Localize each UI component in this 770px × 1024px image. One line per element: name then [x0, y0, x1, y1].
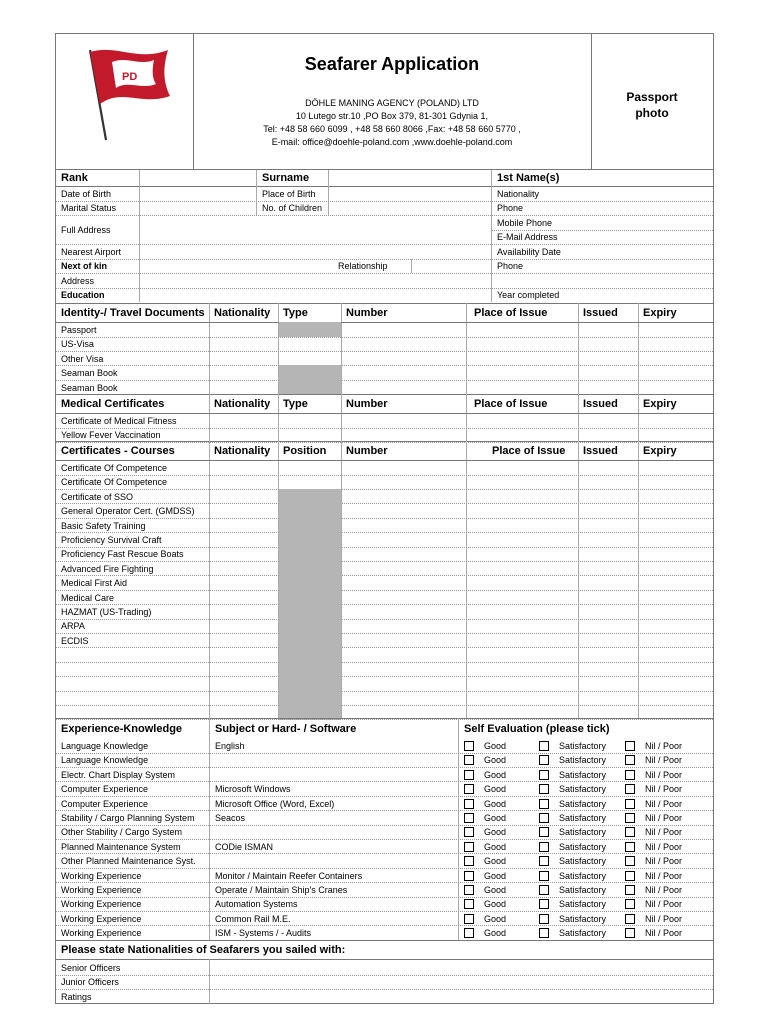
- tick-option-label: Good: [484, 870, 507, 881]
- nationalities-row-label: Junior Officers: [61, 977, 119, 988]
- next-of-kin-label: Next of kin: [61, 261, 108, 271]
- identity-header-6: Expiry: [643, 307, 677, 319]
- tick-checkbox[interactable]: [625, 856, 635, 866]
- experience-row-subject: CODie ISMAN: [215, 841, 274, 852]
- experience-row-subject: English: [215, 741, 245, 751]
- row-divider: [56, 590, 713, 591]
- row-divider: [56, 959, 713, 960]
- experience-row-label: Electr. Chart Display System: [61, 769, 176, 780]
- medical-header-2: Type: [283, 398, 308, 410]
- identity-row: Other Visa: [61, 353, 104, 364]
- tick-option-label: Nil / Poor: [645, 899, 683, 910]
- tick-checkbox[interactable]: [464, 799, 474, 809]
- row-divider: [56, 882, 713, 883]
- nationality-label: Nationality: [497, 189, 540, 199]
- column-divider: [209, 959, 210, 1004]
- tick-checkbox[interactable]: [464, 770, 474, 780]
- experience-row-label: Working Experience: [61, 899, 142, 910]
- experience-row-label: Language Knowledge: [61, 741, 149, 751]
- tick-option-label: Satisfactory: [559, 928, 607, 939]
- row-divider: [56, 351, 713, 352]
- row-divider: [56, 647, 713, 648]
- identity-header-4: Place of Issue: [474, 307, 548, 319]
- company-flag-logo: [82, 44, 174, 144]
- cert-row: ARPA: [61, 621, 85, 632]
- experience-row-label: Working Experience: [61, 885, 142, 895]
- experience-row-subject: Microsoft Office (Word, Excel): [215, 798, 335, 809]
- availability-date-label: Availability Date: [497, 247, 561, 257]
- form-title: Seafarer Application: [304, 54, 480, 74]
- experience-row-label: Stability / Cargo Planning System: [61, 813, 195, 823]
- experience-row-subject: ISM - Systems / - Audits: [215, 928, 312, 939]
- row-divider: [56, 518, 713, 519]
- tick-option-label: Good: [484, 841, 507, 852]
- tick-option-label: Good: [484, 899, 507, 910]
- experience-row-subject: Microsoft Windows: [215, 784, 291, 795]
- tick-option-label: Satisfactory: [559, 856, 607, 867]
- tick-checkbox[interactable]: [539, 770, 549, 780]
- experience-row-label: Language Knowledge: [61, 755, 149, 766]
- medical-header-3: Number: [346, 398, 388, 410]
- shaded-cell: [279, 676, 341, 691]
- nationalities-input[interactable]: [212, 961, 708, 974]
- tick-option-label: Good: [484, 856, 507, 867]
- row-divider: [56, 244, 713, 245]
- tick-option-label: Good: [484, 798, 507, 809]
- medical-header-6: Expiry: [643, 398, 677, 410]
- identity-header-5: Issued: [583, 307, 618, 319]
- experience-row-subject: Monitor / Maintain Reefer Containers: [215, 870, 363, 881]
- medical-header-1: Nationality: [214, 398, 271, 410]
- shaded-cell: [279, 604, 341, 619]
- experience-row-label: Other Planned Maintenance Syst.: [61, 856, 196, 867]
- cert-row: Basic Safety Training: [61, 520, 146, 531]
- identity-header-1: Nationality: [214, 307, 271, 319]
- row-divider: [56, 662, 713, 663]
- tick-option-label: Good: [484, 827, 507, 838]
- medical-header-4: Place of Issue: [474, 398, 548, 410]
- cert-row: Certificate of SSO: [61, 491, 134, 502]
- tick-option-label: Nil / Poor: [645, 741, 683, 751]
- row-divider: [56, 781, 713, 782]
- shaded-cell: [279, 532, 341, 547]
- tick-checkbox[interactable]: [539, 856, 549, 866]
- company-email: E-mail: office@doehle-poland.com ,www.doehle-poland.com: [271, 137, 513, 147]
- phone-kin-label: Phone: [497, 261, 524, 271]
- shaded-cell: [279, 546, 341, 561]
- tick-option-label: Nil / Poor: [645, 870, 683, 881]
- tick-option-label: Satisfactory: [559, 841, 607, 852]
- row-divider: [56, 215, 713, 216]
- tick-option-label: Nil / Poor: [645, 913, 683, 924]
- nationalities-row-label: Senior Officers: [61, 963, 121, 973]
- marital-status-label: Marital Status: [61, 203, 117, 213]
- column-divider: [341, 394, 342, 442]
- cert-header-1: Nationality: [214, 445, 271, 457]
- tick-option-label: Nil / Poor: [645, 769, 683, 780]
- cert-row: HAZMAT (US-Trading): [61, 607, 152, 617]
- tick-checkbox[interactable]: [539, 885, 549, 895]
- column-divider: [638, 441, 639, 719]
- row-divider: [56, 337, 713, 338]
- identity-row: Seaman Book: [61, 382, 118, 393]
- row-divider: [56, 705, 713, 706]
- tick-checkbox[interactable]: [625, 755, 635, 765]
- row-divider: [56, 575, 713, 576]
- surname-label: Surname: [262, 172, 310, 184]
- tick-option-label: Satisfactory: [559, 741, 607, 751]
- cert-header-4: Place of Issue: [492, 445, 566, 457]
- tick-option-label: Satisfactory: [559, 813, 607, 823]
- tick-checkbox[interactable]: [625, 885, 635, 895]
- tick-option-label: Good: [484, 784, 507, 795]
- column-divider: [341, 441, 342, 719]
- tick-checkbox[interactable]: [539, 842, 549, 852]
- tick-checkbox[interactable]: [539, 755, 549, 765]
- column-divider: [578, 441, 579, 719]
- row-divider: [56, 394, 713, 395]
- tick-checkbox[interactable]: [625, 784, 635, 794]
- tick-checkbox[interactable]: [464, 914, 474, 924]
- cert-row: General Operator Cert. (GMDSS): [61, 506, 195, 517]
- row-divider: [56, 441, 713, 442]
- row-divider: [56, 619, 713, 620]
- mobile-phone-label: Mobile Phone: [497, 218, 553, 228]
- tick-checkbox[interactable]: [464, 885, 474, 895]
- shaded-cell: [279, 575, 341, 590]
- cert-row: Proficiency Fast Rescue Boats: [61, 549, 184, 560]
- tick-option-label: Nil / Poor: [645, 856, 683, 867]
- tick-checkbox[interactable]: [464, 741, 474, 751]
- tick-checkbox[interactable]: [539, 741, 549, 751]
- row-divider: [56, 288, 713, 289]
- tick-checkbox[interactable]: [625, 871, 635, 881]
- column-divider: [139, 170, 140, 302]
- nationalities-input[interactable]: [212, 990, 708, 1003]
- identity-row: Seaman Book: [61, 368, 118, 379]
- tick-checkbox[interactable]: [539, 784, 549, 794]
- tick-option-label: Satisfactory: [559, 755, 607, 766]
- row-divider: [56, 796, 713, 797]
- row-divider: [56, 322, 713, 323]
- experience-row-label: Working Experience: [61, 913, 142, 924]
- tick-checkbox[interactable]: [625, 741, 635, 751]
- tick-checkbox[interactable]: [464, 784, 474, 794]
- tick-option-label: Nil / Poor: [645, 827, 683, 838]
- nationalities-input[interactable]: [212, 975, 708, 988]
- first-names-field[interactable]: [569, 170, 709, 185]
- tick-checkbox[interactable]: [625, 799, 635, 809]
- tick-checkbox[interactable]: [539, 827, 549, 837]
- tick-checkbox[interactable]: [464, 755, 474, 765]
- shaded-cell: [279, 489, 341, 504]
- cert-row: ECDIS: [61, 635, 89, 646]
- tick-option-label: Nil / Poor: [645, 755, 683, 766]
- experience-header: Experience-Knowledge: [61, 723, 183, 735]
- cert-header-6: Expiry: [643, 445, 677, 457]
- experience-row-subject: Common Rail M.E.: [215, 913, 291, 924]
- tick-option-label: Good: [484, 885, 507, 895]
- company-phones: Tel: +48 58 660 6099 , +48 58 660 8066 ,Fax: +48 58 660 5770 ,: [263, 124, 521, 134]
- shaded-cell: [279, 518, 341, 533]
- medical-header-0: Medical Certificates: [61, 398, 165, 410]
- subject-header: Subject or Hard- / Software: [215, 723, 357, 735]
- row-divider: [56, 186, 713, 187]
- tick-checkbox[interactable]: [464, 827, 474, 837]
- row-divider: [56, 940, 713, 941]
- cert-row: Medical Care: [61, 592, 115, 603]
- tick-checkbox[interactable]: [625, 914, 635, 924]
- tick-checkbox[interactable]: [625, 899, 635, 909]
- experience-row-label: Computer Experience: [61, 798, 149, 809]
- column-divider: [278, 394, 279, 442]
- row-divider: [56, 868, 713, 869]
- tick-checkbox[interactable]: [464, 928, 474, 938]
- company-name: DÖHLE MANING AGENCY (POLAND) LTD: [305, 98, 479, 108]
- cert-row: Certificate Of Competence: [61, 463, 168, 473]
- row-divider: [56, 911, 713, 912]
- column-divider: [466, 441, 467, 719]
- cert-row: Medical First Aid: [61, 578, 128, 589]
- tick-checkbox[interactable]: [539, 899, 549, 909]
- column-divider: [256, 170, 257, 215]
- rank-field[interactable]: [140, 170, 250, 185]
- experience-row-label: Computer Experience: [61, 784, 149, 795]
- identity-header-3: Number: [346, 307, 388, 319]
- tick-option-label: Satisfactory: [559, 885, 607, 895]
- column-divider: [578, 394, 579, 442]
- cert-header-0: Certificates - Courses: [61, 445, 175, 457]
- first-names-label: 1st Name(s): [497, 172, 560, 184]
- tick-checkbox[interactable]: [539, 813, 549, 823]
- svg-text:PD: PD: [122, 71, 138, 83]
- shaded-cell: [279, 662, 341, 677]
- tick-option-label: Nil / Poor: [645, 885, 683, 895]
- tick-option-label: Nil / Poor: [645, 798, 683, 809]
- column-divider: [328, 170, 329, 215]
- row-divider: [56, 201, 713, 202]
- tick-option-label: Satisfactory: [559, 913, 607, 924]
- experience-row-label: Working Experience: [61, 870, 142, 881]
- row-divider: [56, 380, 713, 381]
- cert-header-5: Issued: [583, 445, 618, 457]
- cert-header-2: Position: [283, 445, 327, 457]
- no-of-children-label: No. of Children: [262, 203, 323, 213]
- tick-checkbox[interactable]: [625, 928, 635, 938]
- tick-checkbox[interactable]: [625, 813, 635, 823]
- tick-option-label: Satisfactory: [559, 798, 607, 809]
- year-completed-label: Year completed: [497, 290, 560, 300]
- column-divider: [491, 170, 492, 302]
- column-divider: [466, 394, 467, 442]
- column-divider: [638, 394, 639, 442]
- medical-row: Yellow Fever Vaccination: [61, 430, 161, 441]
- tick-checkbox[interactable]: [539, 928, 549, 938]
- row-divider: [56, 489, 713, 490]
- tick-checkbox[interactable]: [625, 842, 635, 852]
- nearest-airport-label: Nearest Airport: [61, 247, 122, 257]
- tick-option-label: Satisfactory: [559, 899, 607, 910]
- tick-option-label: Good: [484, 769, 507, 780]
- tick-checkbox[interactable]: [539, 871, 549, 881]
- experience-row-subject: Automation Systems: [215, 899, 298, 910]
- experience-row-label: Other Stability / Cargo System: [61, 827, 183, 838]
- email-address-label: E-Mail Address: [497, 232, 558, 242]
- column-divider: [411, 259, 412, 273]
- passport-photo-label: Passport photo: [626, 90, 678, 120]
- row-divider: [56, 897, 713, 898]
- tick-option-label: Nil / Poor: [645, 928, 683, 939]
- tick-option-label: Nil / Poor: [645, 784, 683, 795]
- tick-option-label: Good: [484, 741, 507, 751]
- tick-option-label: Satisfactory: [559, 784, 607, 795]
- tick-option-label: Satisfactory: [559, 769, 607, 780]
- row-divider: [56, 633, 713, 634]
- tick-option-label: Nil / Poor: [645, 841, 683, 852]
- tick-checkbox[interactable]: [464, 871, 474, 881]
- row-divider: [56, 676, 713, 677]
- shaded-cell: [279, 322, 341, 337]
- row-divider: [56, 691, 713, 692]
- row-divider: [56, 561, 713, 562]
- phone-label: Phone: [497, 203, 524, 213]
- cert-row: Certificate Of Competence: [61, 477, 168, 488]
- medical-row: Certificate of Medical Fitness: [61, 416, 177, 426]
- address-label: Address: [61, 276, 95, 286]
- date-of-birth-label: Date of Birth: [61, 189, 112, 199]
- tick-checkbox[interactable]: [539, 799, 549, 809]
- identity-row: US-Visa: [61, 339, 94, 350]
- full-address-label: Full Address: [61, 225, 111, 235]
- tick-option-label: Good: [484, 813, 507, 823]
- column-divider: [458, 718, 459, 940]
- experience-row-label: Planned Maintenance System: [61, 841, 181, 852]
- surname-field[interactable]: [343, 170, 491, 185]
- tick-option-label: Good: [484, 755, 507, 766]
- education-label: Education: [61, 290, 105, 300]
- tick-checkbox[interactable]: [464, 856, 474, 866]
- identity-header-0: Identity-/ Travel Documents: [61, 307, 205, 319]
- company-address: 10 Lutego str.10 ,PO Box 379, 81-301 Gdynia 1,: [295, 111, 489, 121]
- column-divider: [209, 441, 210, 719]
- experience-row-label: Working Experience: [61, 928, 142, 939]
- tick-option-label: Nil / Poor: [645, 813, 683, 823]
- identity-row: Passport: [61, 325, 97, 335]
- nationalities-row-label: Ratings: [61, 991, 92, 1002]
- experience-row-subject: Operate / Maintain Ship's Cranes: [215, 885, 348, 895]
- row-divider: [56, 718, 713, 719]
- tick-checkbox[interactable]: [625, 827, 635, 837]
- tick-checkbox[interactable]: [625, 770, 635, 780]
- cert-header-3: Number: [346, 445, 388, 457]
- shaded-cell: [279, 365, 341, 380]
- self-evaluation-header: Self Evaluation (please tick): [464, 723, 610, 735]
- column-divider: [209, 718, 210, 940]
- row-divider: [56, 273, 713, 274]
- shaded-cell: [279, 633, 341, 648]
- shaded-cell: [279, 618, 341, 633]
- column-divider: [209, 394, 210, 442]
- nationalities-heading: Please state Nationalities of Seafarers you sailed with:: [61, 944, 346, 956]
- row-divider: [56, 925, 713, 926]
- shaded-cell: [279, 647, 341, 662]
- tick-option-label: Good: [484, 928, 507, 939]
- cert-row: Proficiency Survival Craft: [61, 535, 162, 545]
- cert-row: Advanced Fire Fighting: [61, 563, 154, 574]
- tick-checkbox[interactable]: [464, 899, 474, 909]
- experience-row-subject: Seacos: [215, 813, 246, 823]
- shaded-cell: [279, 690, 341, 705]
- place-of-birth-label: Place of Birth: [262, 189, 316, 199]
- row-divider: [56, 303, 713, 304]
- tick-checkbox[interactable]: [464, 842, 474, 852]
- rank-label: Rank: [61, 172, 88, 184]
- tick-checkbox[interactable]: [464, 813, 474, 823]
- medical-header-5: Issued: [583, 398, 618, 410]
- tick-option-label: Good: [484, 913, 507, 924]
- row-divider: [56, 604, 713, 605]
- shaded-cell: [279, 380, 341, 395]
- identity-header-2: Type: [283, 307, 308, 319]
- seafarer-application-form: [55, 33, 714, 1004]
- tick-option-label: Satisfactory: [559, 827, 607, 838]
- tick-option-label: Satisfactory: [559, 870, 607, 881]
- row-divider: [56, 365, 713, 366]
- shaded-cell: [279, 561, 341, 576]
- row-divider: [56, 753, 713, 754]
- relationship-label: Relationship: [338, 261, 388, 271]
- tick-checkbox[interactable]: [539, 914, 549, 924]
- shaded-cell: [279, 503, 341, 518]
- shaded-cell: [279, 590, 341, 605]
